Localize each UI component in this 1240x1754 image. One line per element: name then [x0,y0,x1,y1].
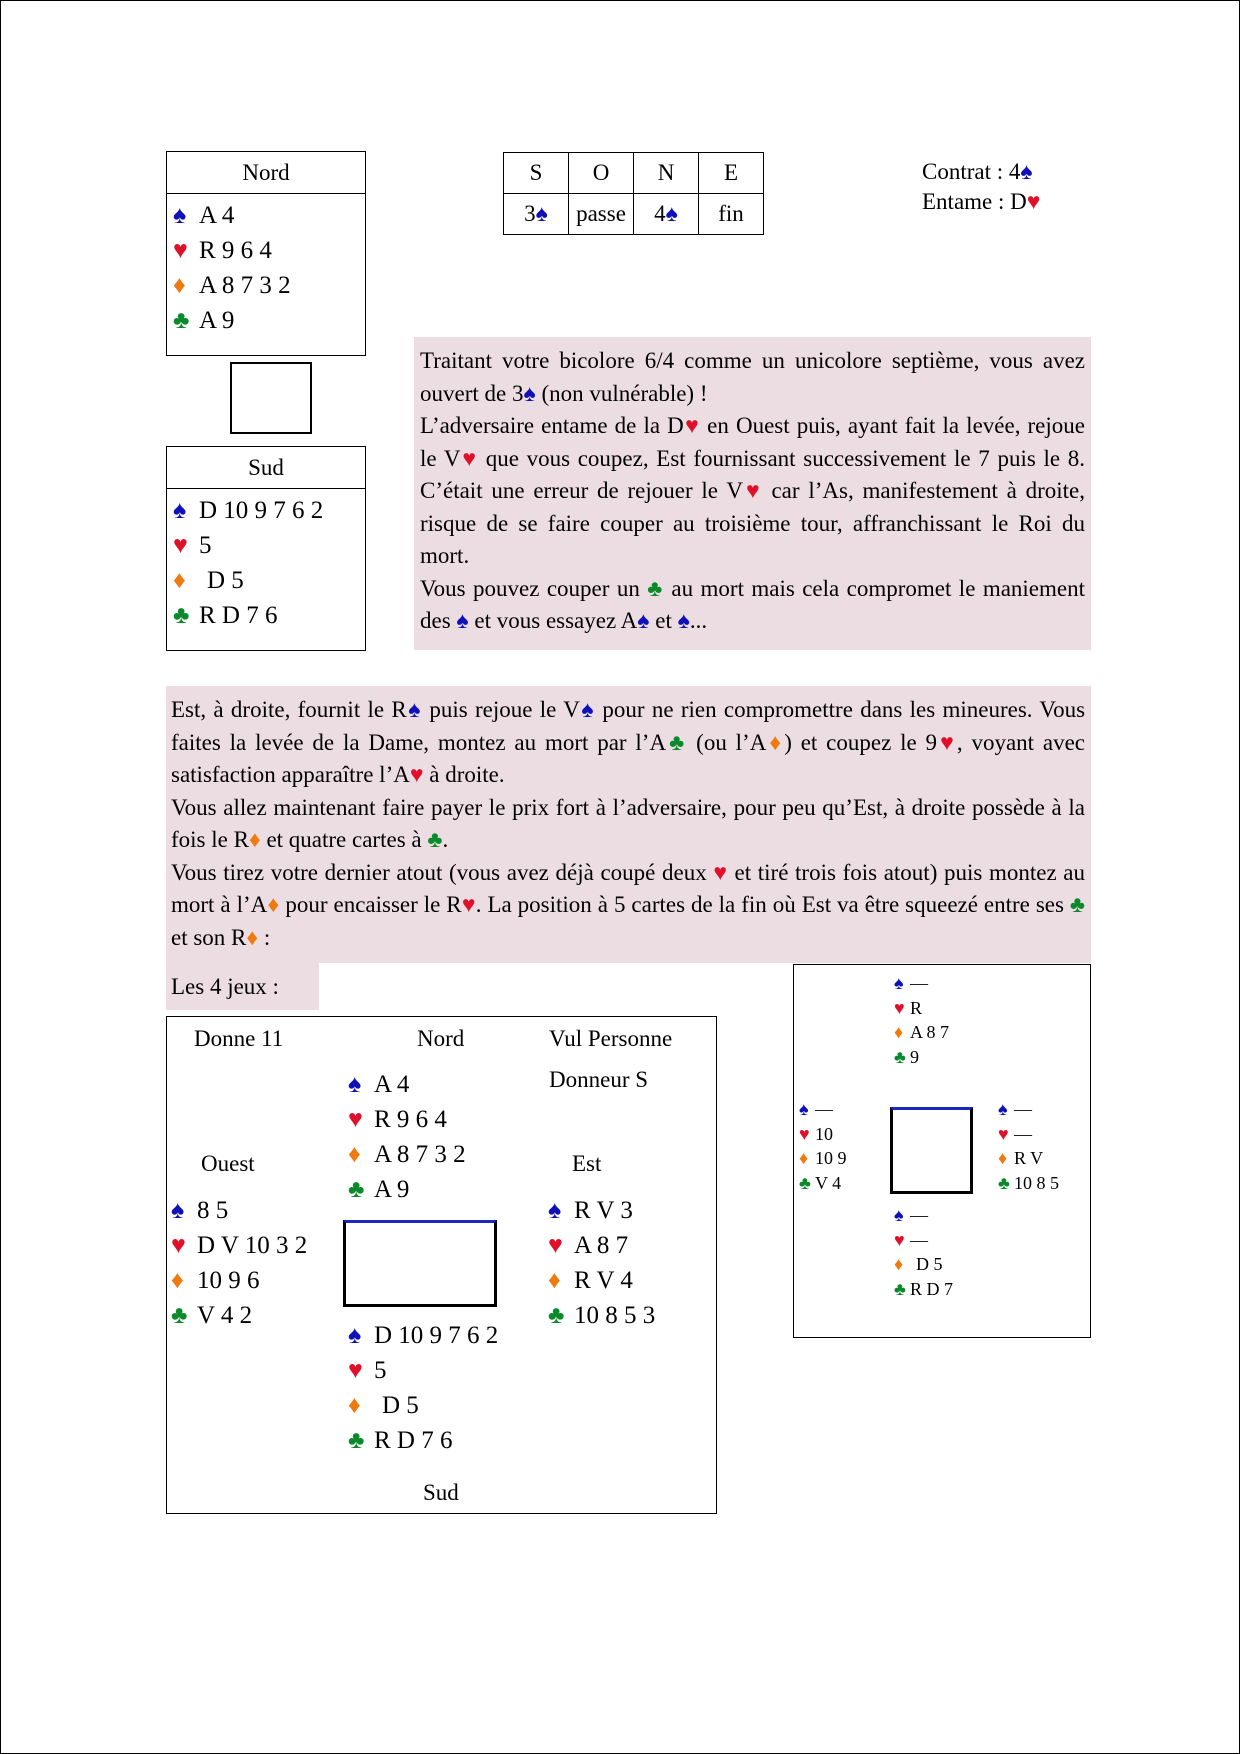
ending-east-clubs: ♣ 10 8 5 [998,1171,1059,1196]
diamond-icon: ♦ [998,1148,1008,1168]
top-north-spades: ♠ A 4 [173,198,365,233]
heart-icon: ♥ [1026,189,1041,214]
top-south-hand [166,446,366,651]
paragraph-ruff: Vous pouvez couper un ♣ au mort mais cela compromet le maniement des ♠ et vous essayez A♠ et ♠... [420,575,1086,633]
deal-number: Donne 11 [194,1026,284,1051]
deal-table [343,1220,497,1307]
spade-icon: ♠ [456,608,469,633]
spade-icon: ♠ [173,202,187,229]
club-icon: ♣ [348,1427,365,1454]
spade-icon: ♠ [894,1205,904,1225]
deal-diagram [166,1016,717,1514]
table-square [230,362,312,434]
four-hands-label-panel [166,963,319,1010]
spade-icon: ♠ [637,608,650,633]
spade-icon: ♠ [677,608,690,633]
top-north-title: Nord [167,152,365,194]
deal-west-hand [171,1193,307,1333]
heart-icon: ♥ [173,532,188,559]
spade-icon: ♠ [171,1197,185,1224]
deal-north-label: Nord [417,1026,465,1051]
deal-north-clubs: ♣ A 9 [348,1172,466,1207]
club-icon: ♣ [998,1172,1010,1193]
spade-icon: ♠ [535,201,548,226]
diamond-icon: ♦ [248,827,261,852]
heart-icon: ♥ [460,445,479,471]
top-north-hand [166,151,366,356]
ending-west-diamonds: ♦ 10 9 [799,1146,847,1171]
diamond-icon: ♦ [894,1254,904,1274]
heart-icon: ♥ [713,859,728,885]
deal-west-label: Ouest [201,1151,255,1176]
spade-icon: ♠ [579,697,596,722]
deal-east-hand [548,1193,655,1333]
ending-south-diamonds: ♦ D 5 [894,1252,953,1277]
deal-east-hearts: ♥ A 8 7 [548,1228,655,1263]
paragraph-opening: Traitant votre bicolore 6/4 comme un unicolore septième, vous avez ouvert de 3♠ (non vulnérable) ! [420,348,1085,406]
heart-icon: ♥ [171,1232,186,1259]
deal-east-spades: ♠ R V 3 [548,1193,655,1228]
heart-icon: ♥ [998,1123,1009,1144]
club-icon: ♣ [894,1278,906,1299]
diamond-icon: ♦ [246,924,259,950]
ending-east-hand [998,1097,1059,1195]
club-icon: ♣ [666,729,688,755]
club-icon: ♣ [427,827,443,852]
top-south-diamonds: ♦ D 5 [173,563,365,598]
ending-west-clubs: ♣ V 4 [799,1171,847,1196]
ending-north-diamonds: ♦ A 8 7 [894,1020,949,1045]
spade-icon: ♠ [173,497,187,524]
ending-north-hearts: ♥ R [894,996,949,1021]
top-north-diamonds: ♦ A 8 7 3 2 [173,268,365,303]
deal-north-hand [348,1067,466,1207]
club-icon: ♣ [173,307,190,334]
bid-cell: 3♠ [504,194,569,235]
ending-west-hearts: ♥ 10 [799,1122,847,1147]
top-north-clubs: ♣ A 9 [173,303,365,338]
diamond-icon: ♦ [173,272,186,299]
ending-south-spades: ♠ — [894,1203,953,1228]
diamond-icon: ♦ [267,892,280,917]
heart-icon: ♥ [348,1357,363,1384]
deal-east-diamonds: ♦ R V 4 [548,1263,655,1298]
heart-icon: ♥ [409,762,424,787]
deal-south-label: Sud [423,1480,459,1505]
deal-south-hand [348,1318,498,1458]
bidding-header-row [504,153,764,194]
deal-south-diamonds: ♦ D 5 [348,1388,498,1423]
diamond-icon: ♦ [171,1267,184,1294]
deal-dealer: Donneur S [549,1067,649,1092]
top-south-spades: ♠ D 10 9 7 6 2 [173,493,365,528]
diamond-icon: ♦ [548,1267,561,1294]
spade-icon: ♠ [348,1322,362,1349]
heart-icon: ♥ [742,478,763,503]
ending-east-hearts: ♥ — [998,1122,1059,1147]
club-icon: ♣ [173,602,190,629]
deal-north-diamonds: ♦ A 8 7 3 2 [348,1137,466,1172]
paragraph-lead: L’adversaire entame de la D♥ en Ouest puis, ayant fait la levée, rejoue le V♥ que vous coupez, Est fournissant successivement le 7 puis le 8. C’était une erreur de rejouer le V♥ car l’As, manifestement à droite, risque de se faire couper au troisième tour, affranchissant le Roi du mort. [420,413,1086,568]
ending-east-spades: ♠ — [998,1097,1059,1122]
top-south-clubs: ♣ R D 7 6 [173,598,365,633]
heart-icon: ♥ [548,1232,563,1259]
deal-vulnerability: Vul Personne [549,1026,673,1051]
deal-west-clubs: ♣ V 4 2 [171,1298,307,1333]
club-icon: ♣ [1069,892,1086,917]
heart-icon: ♥ [461,892,476,917]
diamond-icon: ♦ [348,1392,361,1419]
deal-west-diamonds: ♦ 10 9 6 [171,1263,307,1298]
top-south-title: Sud [167,447,365,489]
diamond-icon: ♦ [348,1141,361,1168]
deal-north-hearts: ♥ R 9 6 4 [348,1102,466,1137]
ending-south-hand [894,1203,953,1301]
club-icon: ♣ [894,1046,906,1067]
diamond-icon: ♦ [766,729,785,755]
diamond-icon: ♦ [799,1148,809,1168]
spade-icon: ♠ [998,1099,1008,1119]
narrative-panel-2 [166,686,1091,963]
deal-west-hearts: ♥ D V 10 3 2 [171,1228,307,1263]
ending-east-diamonds: ♦ R V [998,1146,1059,1171]
diamond-icon: ♦ [173,567,186,594]
heart-icon: ♥ [799,1123,810,1144]
spade-icon: ♠ [799,1099,809,1119]
ending-west-hand [799,1097,847,1195]
club-icon: ♣ [647,575,664,601]
heart-icon: ♥ [173,237,188,264]
ending-table [890,1107,973,1194]
contract-info [922,157,1040,217]
club-icon: ♣ [348,1176,365,1203]
ending-south-hearts: ♥ — [894,1228,953,1253]
top-south-hearts: ♥ 5 [173,528,365,563]
ending-north-hand [894,971,949,1069]
club-icon: ♣ [548,1302,565,1329]
spade-icon: ♠ [406,697,423,722]
bid-cell: passe [569,194,634,235]
paragraph-squeeze: Vous tirez votre dernier atout (vous avez déjà coupé deux ♥ et tiré trois fois atout) puis montez au mort à l’A♦ pour encaisser le R♥. La position à 5 cartes de la fin où Est va être squeezé entre ses ♣ et son R♦ : [171,859,1086,950]
deal-south-hearts: ♥ 5 [348,1353,498,1388]
top-north-hearts: ♥ R 9 6 4 [173,233,365,268]
deal-east-label: Est [572,1151,602,1176]
spade-icon: ♠ [894,973,904,993]
four-hands-label: Les 4 jeux : [171,974,279,999]
diamond-icon: ♦ [894,1022,904,1042]
narrative-panel-1 [414,337,1091,650]
spade-icon: ♠ [348,1071,362,1098]
bid-header-o: O [569,153,634,194]
heart-icon: ♥ [348,1106,363,1133]
ending-north-spades: ♠ — [894,971,949,996]
deal-north-spades: ♠ A 4 [348,1067,466,1102]
bidding-table [503,152,764,235]
heart-icon: ♥ [937,729,957,755]
heart-icon: ♥ [894,997,905,1018]
contract-line: Contrat : 4♠ [922,159,1033,184]
bidding-row [504,194,764,235]
club-icon: ♣ [171,1302,188,1329]
deal-west-spades: ♠ 8 5 [171,1193,307,1228]
spade-icon: ♠ [548,1197,562,1224]
bid-cell: fin [699,194,764,235]
club-icon: ♣ [799,1172,811,1193]
bid-header-n: N [634,153,699,194]
bid-header-e: E [699,153,764,194]
deal-east-clubs: ♣ 10 8 5 3 [548,1298,655,1333]
bid-cell: 4♠ [634,194,699,235]
ending-south-clubs: ♣ R D 7 [894,1277,953,1302]
spade-icon: ♠ [665,201,678,226]
deal-south-clubs: ♣ R D 7 6 [348,1423,498,1458]
ending-diagram [793,964,1091,1338]
heart-icon: ♥ [894,1229,905,1250]
ending-west-spades: ♠ — [799,1097,847,1122]
lead-line: Entame : D♥ [922,189,1041,214]
heart-icon: ♥ [683,413,701,438]
paragraph-price: Vous allez maintenant faire payer le prix fort à l’adversaire, pour peu qu’Est, à droite possède à la fois le R♦ et quatre cartes à ♣. [171,794,1085,852]
bid-header-s: S [504,153,569,194]
paragraph-east-play: Est, à droite, fournit le R♠ puis rejoue le V♠ pour ne rien compromettre dans les mineures. Vous faites la levée de la Dame, montez au mort par l’A♣ (ou l’A♦) et coupez le 9♥, voyant avec satisfaction apparaître l’A♥ à droite. [171,697,1086,787]
spade-icon: ♠ [523,380,536,406]
ending-north-clubs: ♣ 9 [894,1045,949,1070]
spade-icon: ♠ [1020,159,1033,184]
deal-south-spades: ♠ D 10 9 7 6 2 [348,1318,498,1353]
